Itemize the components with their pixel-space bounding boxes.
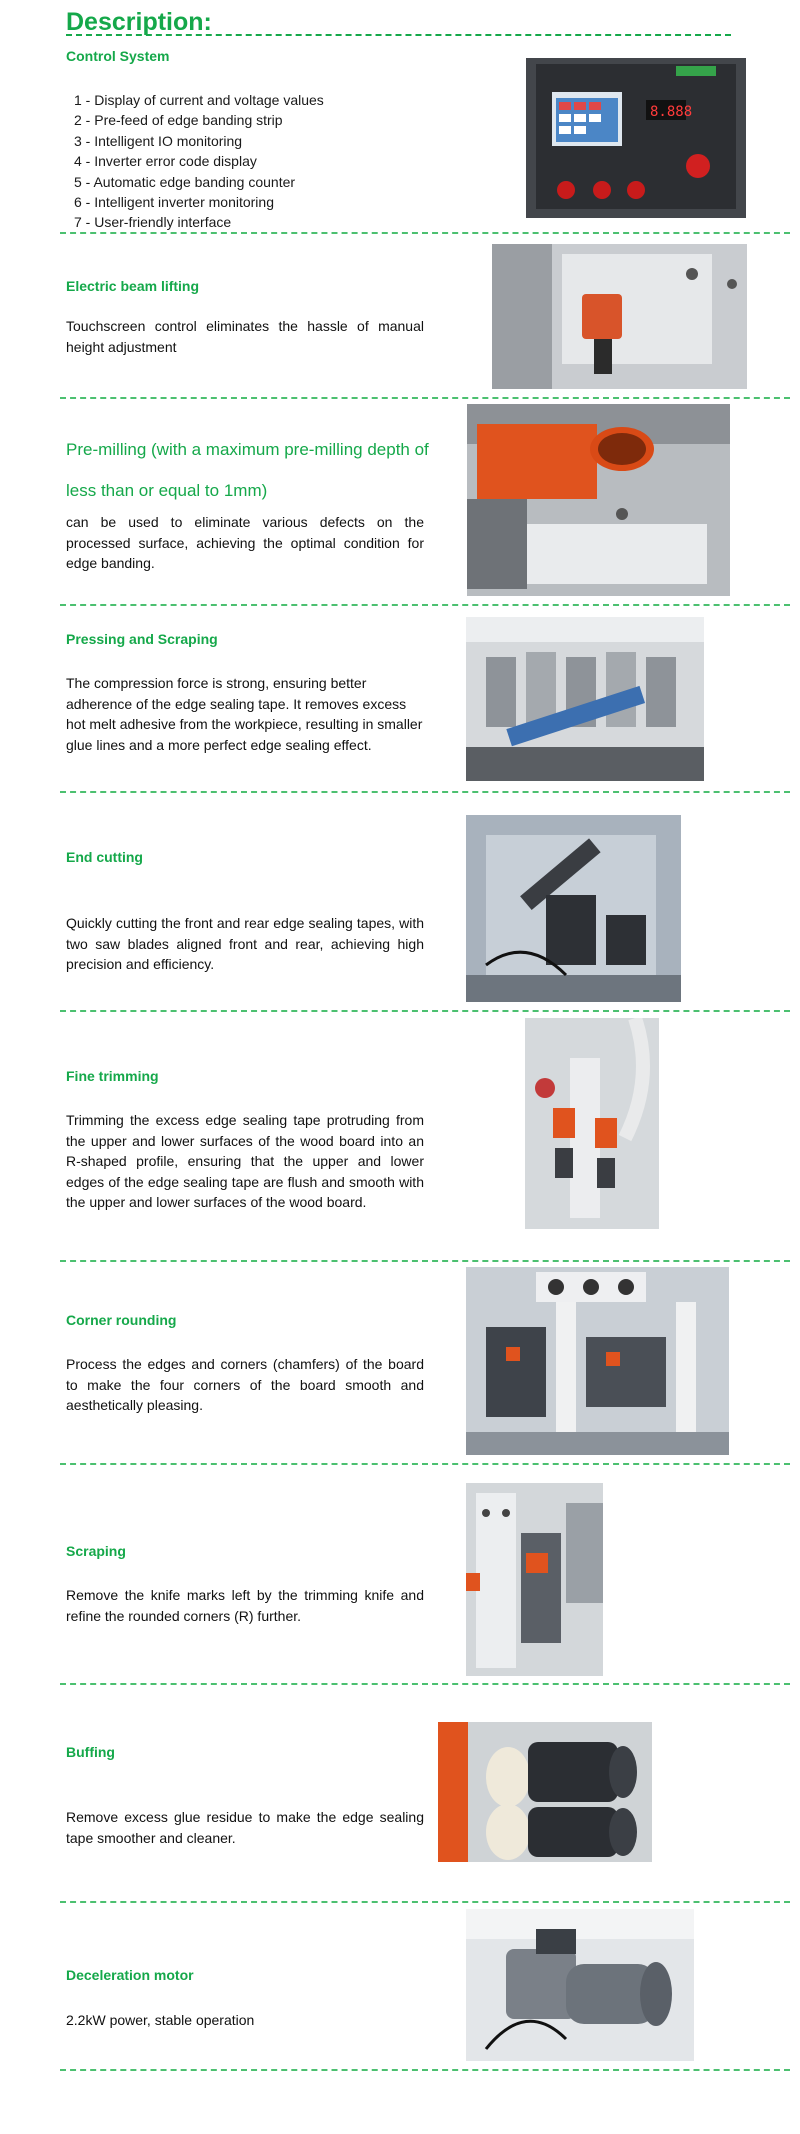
section-description: can be used to eliminate various defects on the processed surface, achieving the optimal condition for edge banding. <box>66 514 424 571</box>
section-divider <box>60 1260 790 1262</box>
section-title: End cutting <box>66 849 143 865</box>
section-description: Touchscreen control eliminates the hassle of manual height adjustment <box>66 318 424 355</box>
corner-rounding-photo <box>466 1267 729 1455</box>
list-item: 3 - Intelligent IO monitoring <box>74 132 243 149</box>
section-divider <box>60 604 790 606</box>
list-item: 7 - User-friendly interface <box>74 214 232 231</box>
section-description: Trimming the excess edge sealing tape protruding from the upper and lower surfaces of the wood board into an R-shaped profile, ensuring that the upper and lower edges of the edge sealing tape are flush and smooth with the upper and lower surfaces of the wood board. <box>66 1112 424 1210</box>
pressing-photo <box>466 617 704 781</box>
section-divider <box>60 232 790 234</box>
section-divider <box>60 1010 790 1012</box>
section-description: Remove the knife marks left by the trimming knife and refine the rounded corners (R) further. <box>66 1587 424 1624</box>
section-title: Control System <box>66 48 170 64</box>
section-title-line1: Pre-milling (with a maximum pre-milling depth of <box>66 440 429 459</box>
section-divider <box>60 1463 790 1465</box>
section-title: Electric beam lifting <box>66 278 200 294</box>
list-item: 6 - Intelligent inverter monitoring <box>74 194 274 211</box>
section-divider <box>60 791 790 793</box>
pre-milling-photo <box>467 404 730 596</box>
list-item: 2 - Pre-feed of edge banding strip <box>74 112 283 129</box>
end-cutting-photo <box>466 815 681 1002</box>
list-item: 5 - Automatic edge banding counter <box>74 173 296 190</box>
section-description: Quickly cutting the front and rear edge sealing tapes, with two saw blades aligned front and rear, achieving high precision and efficiency. <box>66 915 424 972</box>
section-title: Buffing <box>66 1744 115 1760</box>
section-description: The compression force is strong, ensuring better adherence of the edge sealing tape. It removes excess hot melt adhesive from the workpiece, resulting in smaller glue lines and a more perfect edge sealing effect. <box>66 675 423 753</box>
section-description: Process the edges and corners (chamfers) of the board to make the four corners of the board smooth and aesthetically pleasing. <box>66 1356 424 1413</box>
buffing-photo <box>438 1722 652 1862</box>
section-divider <box>60 2069 790 2071</box>
section-description: Remove excess glue residue to make the edge sealing tape smoother and cleaner. <box>66 1809 424 1846</box>
fine-trimming-photo <box>525 1018 659 1229</box>
scraping-photo <box>466 1483 603 1676</box>
section-description: 2.2kW power, stable operation <box>66 2012 255 2028</box>
section-title-line2: less than or equal to 1mm) <box>66 481 268 500</box>
heading-rule <box>66 34 731 36</box>
list-item: 4 - Inverter error code display <box>74 153 257 170</box>
section-divider <box>60 1901 790 1903</box>
section-title: Pressing and Scraping <box>66 631 218 647</box>
section-divider <box>60 1683 790 1685</box>
section-title: Corner rounding <box>66 1312 177 1328</box>
control-panel-photo <box>526 58 746 218</box>
control-feature-list <box>74 90 324 233</box>
section-title: Scraping <box>66 1543 126 1559</box>
section-title: Fine trimming <box>66 1068 159 1084</box>
page-heading: Description: <box>66 8 212 36</box>
motor-photo <box>466 1909 694 2061</box>
list-item: 1 - Display of current and voltage values <box>74 92 324 108</box>
panel-digital-readout: 8.888 <box>650 104 693 120</box>
beam-lifting-photo <box>492 244 747 389</box>
section-divider <box>60 397 790 399</box>
section-title: Deceleration motor <box>66 1967 194 1983</box>
